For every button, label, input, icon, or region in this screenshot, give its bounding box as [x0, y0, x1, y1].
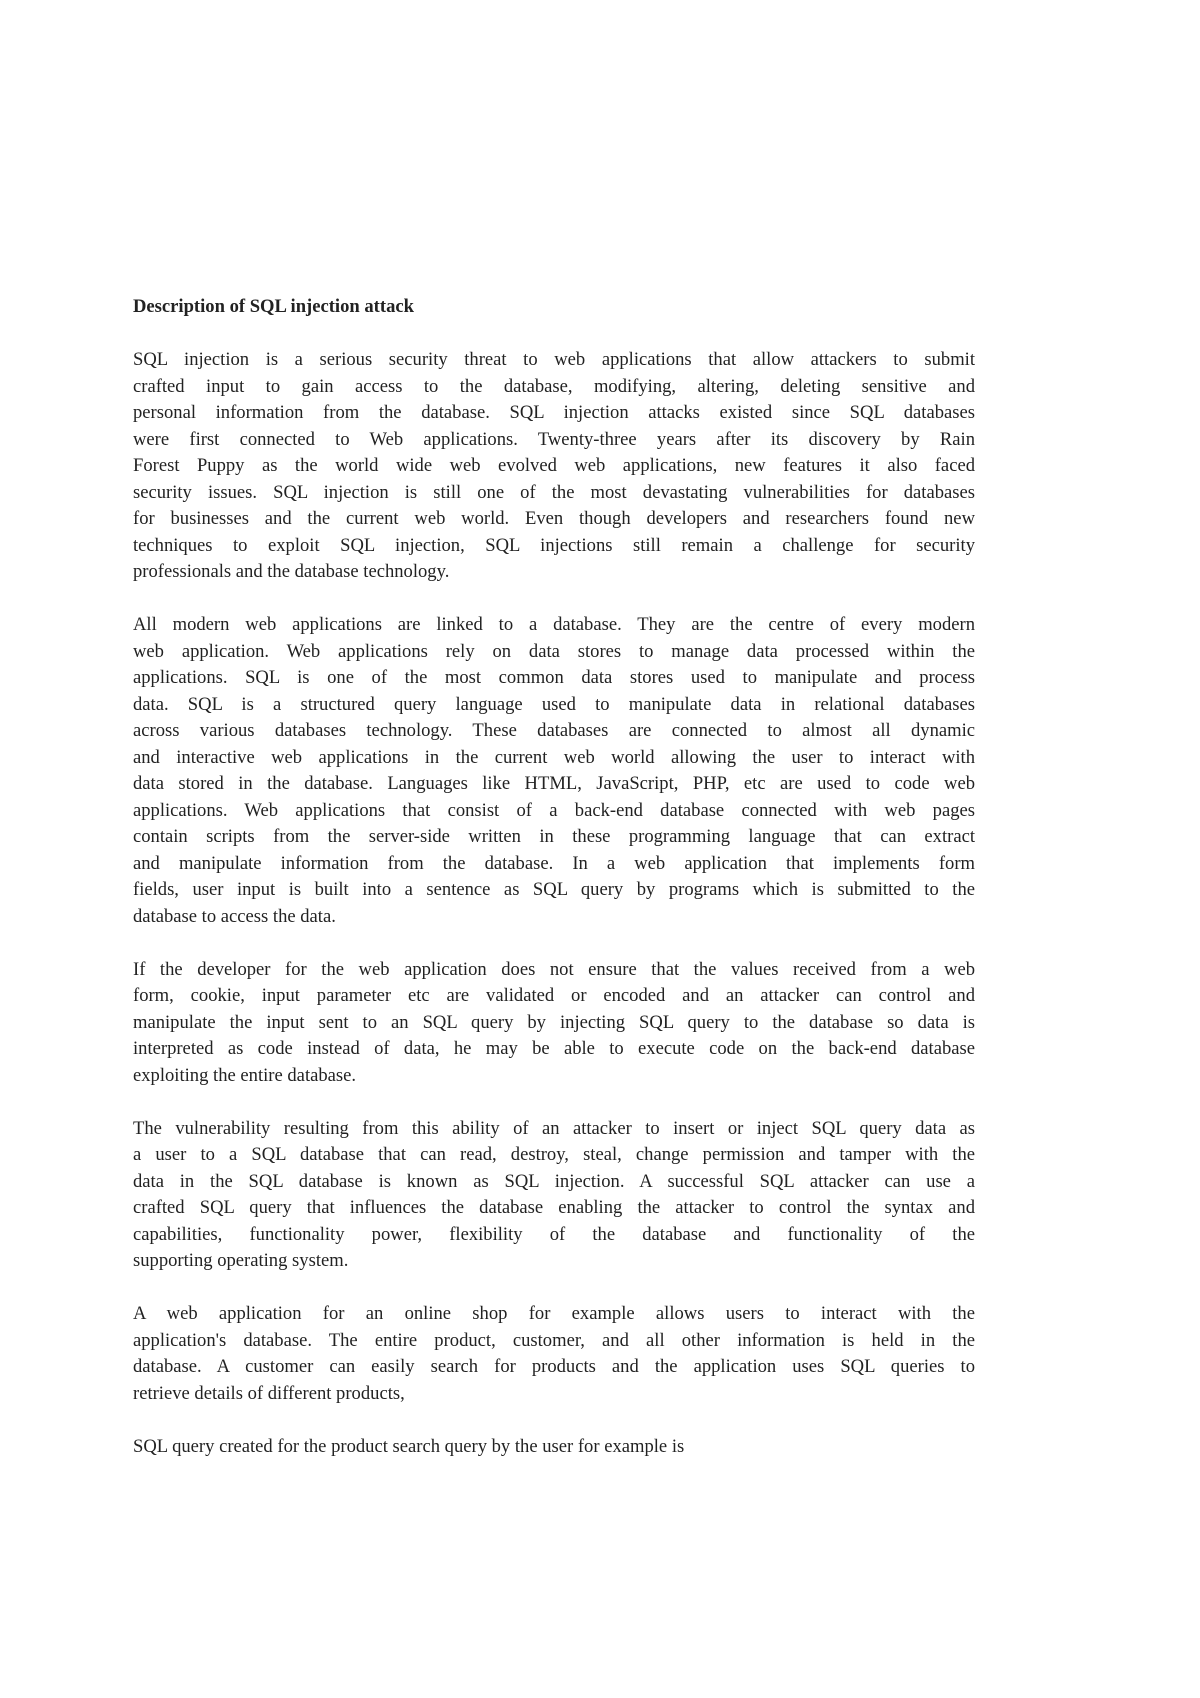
section-heading: Description of SQL injection attack — [133, 296, 414, 317]
text-line: SQL injection is a serious security threat to web applications that allow attackers to submit — [133, 349, 975, 370]
text-line: capabilities, functionality power, flexibility of the database and functionality of the — [133, 1223, 975, 1245]
text-line: crafted input to gain access to the database, modifying, altering, deleting sensitive and — [133, 375, 975, 397]
text-line: form, cookie, input parameter etc are validated or encoded and an attacker can control and — [133, 985, 975, 1006]
text-line: and manipulate information from the database. In a web application that implements form — [133, 852, 975, 874]
paragraph — [133, 1116, 975, 1275]
text-line: A web application for an online shop for example allows users to interact with the — [133, 1303, 975, 1324]
paragraph — [133, 612, 975, 930]
text-line: application's database. The entire product, customer, and all other information is held in the — [133, 1329, 975, 1351]
text-line: All modern web applications are linked to a database. They are the centre of every modern — [133, 614, 975, 635]
text-line: were first connected to Web applications. Twenty-three years after its discovery by Rain — [133, 428, 975, 450]
text-line: a user to a SQL database that can read, destroy, steal, change permission and tamper with the — [133, 1144, 975, 1165]
paragraph — [133, 957, 975, 1090]
paragraph — [133, 347, 975, 586]
text-line: data stored in the database. Languages like HTML, JavaScript, PHP, etc are used to code web — [133, 773, 975, 794]
text-line: professionals and the database technology. — [133, 561, 450, 582]
text-line: database to access the data. — [133, 905, 336, 927]
text-line: contain scripts from the server-side written in these programming language that can extract — [133, 826, 975, 847]
text-line: Forest Puppy as the world wide web evolved web applications, new features it also faced — [133, 455, 975, 476]
text-line: interpreted as code instead of data, he may be able to execute code on the back-end database — [133, 1038, 975, 1059]
text-line: The vulnerability resulting from this ability of an attacker to insert or inject SQL query data as — [133, 1117, 975, 1139]
text-line: data. SQL is a structured query language used to manipulate data in relational databases — [133, 693, 975, 715]
text-line: for businesses and the current web world. Even though developers and researchers found new — [133, 508, 975, 529]
text-line: personal information from the database. SQL injection attacks existed since SQL databases — [133, 402, 975, 423]
text-line: applications. SQL is one of the most common data stores used to manipulate and process — [133, 667, 975, 688]
document-page — [133, 294, 975, 1487]
text-line: applications. Web applications that consist of a back-end database connected with web pages — [133, 799, 975, 821]
text-line: data in the SQL database is known as SQL injection. A successful SQL attacker can use a — [133, 1170, 975, 1192]
text-line: crafted SQL query that influences the database enabling the attacker to control the syntax and — [133, 1197, 975, 1218]
text-line: and interactive web applications in the current web world allowing the user to interact with — [133, 746, 975, 768]
text-line: techniques to exploit SQL injection, SQL injections still remain a challenge for security — [133, 534, 975, 556]
text-line: database. A customer can easily search for products and the application uses SQL queries to — [133, 1356, 975, 1377]
text-line: security issues. SQL injection is still one of the most devastating vulnerabilities for databases — [133, 481, 975, 503]
text-line: fields, user input is built into a sentence as SQL query by programs which is submitted to the — [133, 879, 975, 900]
text-line: supporting operating system. — [133, 1250, 349, 1271]
paragraph — [133, 1301, 975, 1407]
text-line: across various databases technology. These databases are connected to almost all dynamic — [133, 720, 975, 741]
paragraph — [133, 1434, 975, 1461]
text-line: web application. Web applications rely on data stores to manage data processed within the — [133, 640, 975, 662]
text-line: exploiting the entire database. — [133, 1064, 357, 1086]
document-body — [133, 347, 975, 1460]
text-line: retrieve details of different products, — [133, 1382, 405, 1404]
text-line: SQL query created for the product search query by the user for example is — [133, 1435, 685, 1457]
text-line: If the developer for the web application does not ensure that the values received from a web — [133, 958, 975, 980]
text-line: manipulate the input sent to an SQL query by injecting SQL query to the database so data is — [133, 1011, 975, 1033]
